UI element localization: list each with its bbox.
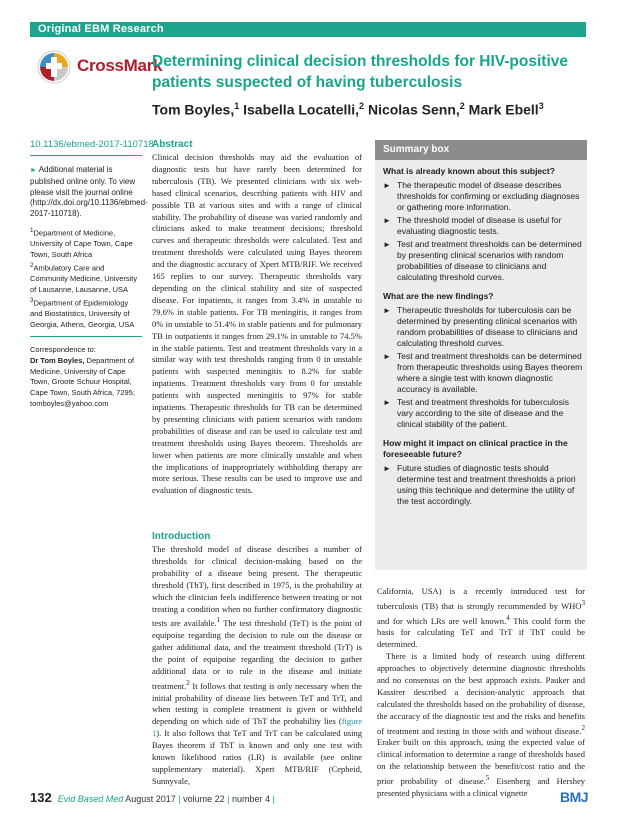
supplementary-text: Additional material is published online only. To view please visit the journal online (http://dx.doi.org/10.1136/ebmed-2017-110718). xyxy=(30,165,148,219)
crossmark-icon xyxy=(36,49,72,85)
section-banner xyxy=(30,22,586,37)
correspondence-text: Department of Medicine, University of Cape Town, Groote Schuur Hospital, Cape Town, South Africa, 7295; tomboyles@yahoo.com xyxy=(30,355,135,408)
summary-item-text: Test and treatment thresholds for tuberculosis vary according to the site of disease and the clinical stability of the patient. xyxy=(397,397,569,429)
arrow-icon: ► xyxy=(383,181,391,190)
summary-item xyxy=(383,215,583,237)
abstract-text: Clinical decision thresholds may aid the evaluation of diagnostic tests but have rarely been determined for tuberculosis (TB). We presented clinicians with six web-based clinical scenarios, describing patients with HIV and possible TB at various sites and with a range of clinical stability. The probability of disease was varied randomly and clinicians asked to make treatment decisions; threshold curves and therapeutic thresholds were calculated. Test and treatment thresholds were calculated using Bayes theorem and the diagnostic accuracy of Xpert MTB/RIF. We received 165 replies to our survey. Therapeutic thresholds vary depending on the clinical stability and site of suspected disease. For inpatients, it ranges from 3.4% in unstable to 79.6% in stable patients. For TB meningitis, it ranges from 0% in unstable to 51.4% in stable patients and for pulmonary TB in outpatients it ranges from 29.1% in unstable to 74.5% in the stable patients. Test and treatment thresholds vary in a similar way with test thresholds ranging from 0 in unstable patients with suspected meningitis to 8.2% for stable inpatients. Treatment thresholds vary from 0 for unstable patients with suspected meningitis to 97% for stable inpatients. Therapeutic thresholds for TB can be determined by presenting clinicians with patient scenarios with random probabilities of disease and can be used to calculate test and treatment thresholds using Bayes theorem. Thresholds are lower when patients are more clinically unstable and when the implications of inappropriately withholding therapy are more serious. These results can be used to improve use and evaluation of diagnostic tests. xyxy=(152,152,362,496)
crossmark-label: CrossMark xyxy=(77,56,163,75)
page-number: 132 xyxy=(30,790,52,805)
sidebar-divider xyxy=(30,336,142,337)
affil-number: 3 xyxy=(30,296,34,304)
issue-date: August 2017 xyxy=(123,794,179,804)
intro-text: It follows that testing is only necessary when the initial probability of disease lies between TeT and TrT, and when testing is complete treatment is given or withheld depending on which side of ThT the probability lies ( xyxy=(152,680,362,727)
intro-paragraph xyxy=(377,586,585,651)
summary-question: What is already known about this subject? xyxy=(383,166,555,176)
introduction-heading: Introduction xyxy=(152,531,211,542)
correspondence-body xyxy=(30,356,142,410)
correspondence-name: Dr Tom Boyles, xyxy=(30,355,85,365)
abstract-body xyxy=(152,152,362,497)
intro-text: California, USA) is a recently introduced test for tuberculosis (TB) that is strongly recommended by WHO xyxy=(377,586,585,611)
separator: | xyxy=(227,794,230,804)
affiliation xyxy=(30,261,142,296)
affil-number: 1 xyxy=(30,227,34,234)
sidebar-divider xyxy=(30,155,142,156)
article-title: Determining clinical decision thresholds for HIV-positive patients suspected of having tuberculosis xyxy=(152,53,569,91)
summary-question: How might it impact on clinical practice in the foreseeable future? xyxy=(383,438,568,459)
affiliation xyxy=(30,226,142,261)
bmj-logo: BMJ xyxy=(560,789,589,805)
doi-link[interactable]: 10.1136/ebmed-2017-110718 xyxy=(30,139,154,150)
summary-item xyxy=(383,397,583,430)
arrow-icon: ► xyxy=(383,306,391,315)
affil-number: 2 xyxy=(30,261,34,269)
summary-body xyxy=(383,166,583,515)
section-label: Original EBM Research xyxy=(38,23,164,35)
journal-name: Evid Based Med xyxy=(57,794,124,804)
correspondence xyxy=(30,345,142,410)
ref-marker: 5 xyxy=(485,774,490,783)
triangle-icon: ► xyxy=(30,167,37,174)
figure-link[interactable]: figure 1 xyxy=(152,716,362,739)
crossmark-badge[interactable] xyxy=(36,49,163,85)
ref-marker: 1 xyxy=(216,616,221,625)
correspondence-label: Correspondence to: xyxy=(30,345,96,354)
summary-list xyxy=(383,305,583,430)
issue-number: number 4 xyxy=(229,794,273,804)
author-name: Nicolas Senn, xyxy=(364,101,460,118)
intro-text: ). It also follows that TeT and TrT can be calculated using Bayes theorem if ThT is known and only one test with known likelihood ratios (LR) is available (see online supplementary material). Xpert MTB/RIF (Cepheid, Sunnyvale, xyxy=(152,728,362,786)
summary-question: What are the new findings? xyxy=(383,291,494,301)
summary-box xyxy=(375,140,587,570)
arrow-icon: ► xyxy=(383,398,391,407)
affil-text: Department of Epidemiology and Biostatistics, University of Georgia, Athens, Georgia, USA xyxy=(30,298,135,329)
author-affil: 3 xyxy=(538,101,544,111)
summary-heading: Summary box xyxy=(383,144,450,155)
summary-item-text: The therapeutic model of disease describes thresholds for confirming or excluding diagnoses or gathering more information. xyxy=(397,180,580,212)
summary-item xyxy=(383,239,583,283)
ref-marker: 2 xyxy=(186,678,190,687)
author-name: Isabella Locatelli, xyxy=(239,101,360,118)
separator: | xyxy=(178,794,181,804)
intro-text: Eisenberg and Hershey presented physicians with a clinical vignette xyxy=(377,775,585,798)
introduction-col1 xyxy=(152,544,362,788)
summary-item-text: Test and treatment thresholds can be determined by presenting clinical scenarios with random probabilities of disease to clinicians and calculating threshold curves. xyxy=(397,239,582,282)
affil-text: Ambulatory Care and Community Medicine, University of Lausanne, Lausanne, USA xyxy=(30,263,138,294)
intro-text: and for which LRs are well known. xyxy=(377,615,507,626)
intro-text: There is a limited body of research using different approaches to objectively determine diagnostic thresholds and no consensus on the best approach exists. Pauker and Kassirer described a decision-analytic approach that calculated the thresholds based on the probability of disease, the accuracy of the diagnostic test and the risks and benefits of treatment and testing in those with and without disease. xyxy=(377,651,585,736)
summary-item-text: The threshold model of disease is useful for evaluating diagnostic tests. xyxy=(397,215,562,236)
intro-paragraph xyxy=(152,544,362,788)
summary-item-text: Test and treatment thresholds can be determined from therapeutic thresholds using Bayes theorem where a single test with known diagnostic accuracy is available. xyxy=(397,351,583,394)
author-affil: 1 xyxy=(234,101,240,111)
affiliations xyxy=(30,226,142,331)
summary-item xyxy=(383,305,583,349)
summary-item xyxy=(383,463,583,507)
summary-header xyxy=(375,140,587,160)
ref-marker: 4 xyxy=(506,613,510,622)
arrow-icon: ► xyxy=(383,352,391,361)
intro-text: The threshold model of disease describes a number of thresholds for clinical decision-making based on the probability of a disease being present. The therapeutic threshold (ThT), first described in 1975, is the probability at which the clinician feels indifference between treating or not treating a condition when no further confirmatory diagnostic tests are available. xyxy=(152,544,362,629)
arrow-icon: ► xyxy=(383,240,391,249)
affil-text: Department of Medicine, University of Cape Town, Cape Town, South Africa xyxy=(30,228,133,260)
intro-text: The test threshold (TeT) is the point of equipoise regarding the decision to rule out the disease or gather additional data, and the treatment threshold (TrT) is the point of equipoise regarding the decision to gather additional data or to rule in the disease and initiate treatment. xyxy=(152,618,362,691)
supplementary-note xyxy=(30,165,148,220)
ref-marker: 2 xyxy=(581,723,585,732)
intro-text: This could form the basis for calculating TeT and TrT if ThT could be determined. xyxy=(377,615,586,650)
volume: volume 22 xyxy=(180,794,228,804)
author-list xyxy=(152,101,544,118)
summary-item xyxy=(383,351,583,395)
author-name: Mark Ebell xyxy=(464,101,539,118)
intro-paragraph xyxy=(377,651,585,800)
summary-list xyxy=(383,180,583,283)
ref-marker: 3 xyxy=(581,598,585,607)
summary-item xyxy=(383,180,583,213)
author-affil: 2 xyxy=(359,101,365,111)
abstract-heading: Abstract xyxy=(152,139,193,150)
author-affil: 2 xyxy=(459,101,465,111)
page-footer xyxy=(30,790,275,805)
summary-item-text: Future studies of diagnostic tests should determine test and treatment thresholds a priori using this technique and determine the utility of the test accordingly. xyxy=(397,463,576,506)
arrow-icon: ► xyxy=(383,216,391,225)
author-name: Tom Boyles, xyxy=(152,101,235,118)
summary-list xyxy=(383,463,583,507)
affiliation xyxy=(30,296,142,331)
separator: | xyxy=(272,794,275,804)
summary-item-text: Therapeutic thresholds for tuberculosis can be determined by presenting clinical scenarios with random probabilities of disease to clinicians and calculating threshold curves. xyxy=(397,305,578,348)
intro-text: Eraker built on this approach, using the expected value of clinical information to determine a range of thresholds based on the relationship between the benefit/cost ratio and the prior probability of disease. xyxy=(377,737,585,786)
arrow-icon: ► xyxy=(383,464,391,473)
introduction-col2 xyxy=(377,586,585,800)
